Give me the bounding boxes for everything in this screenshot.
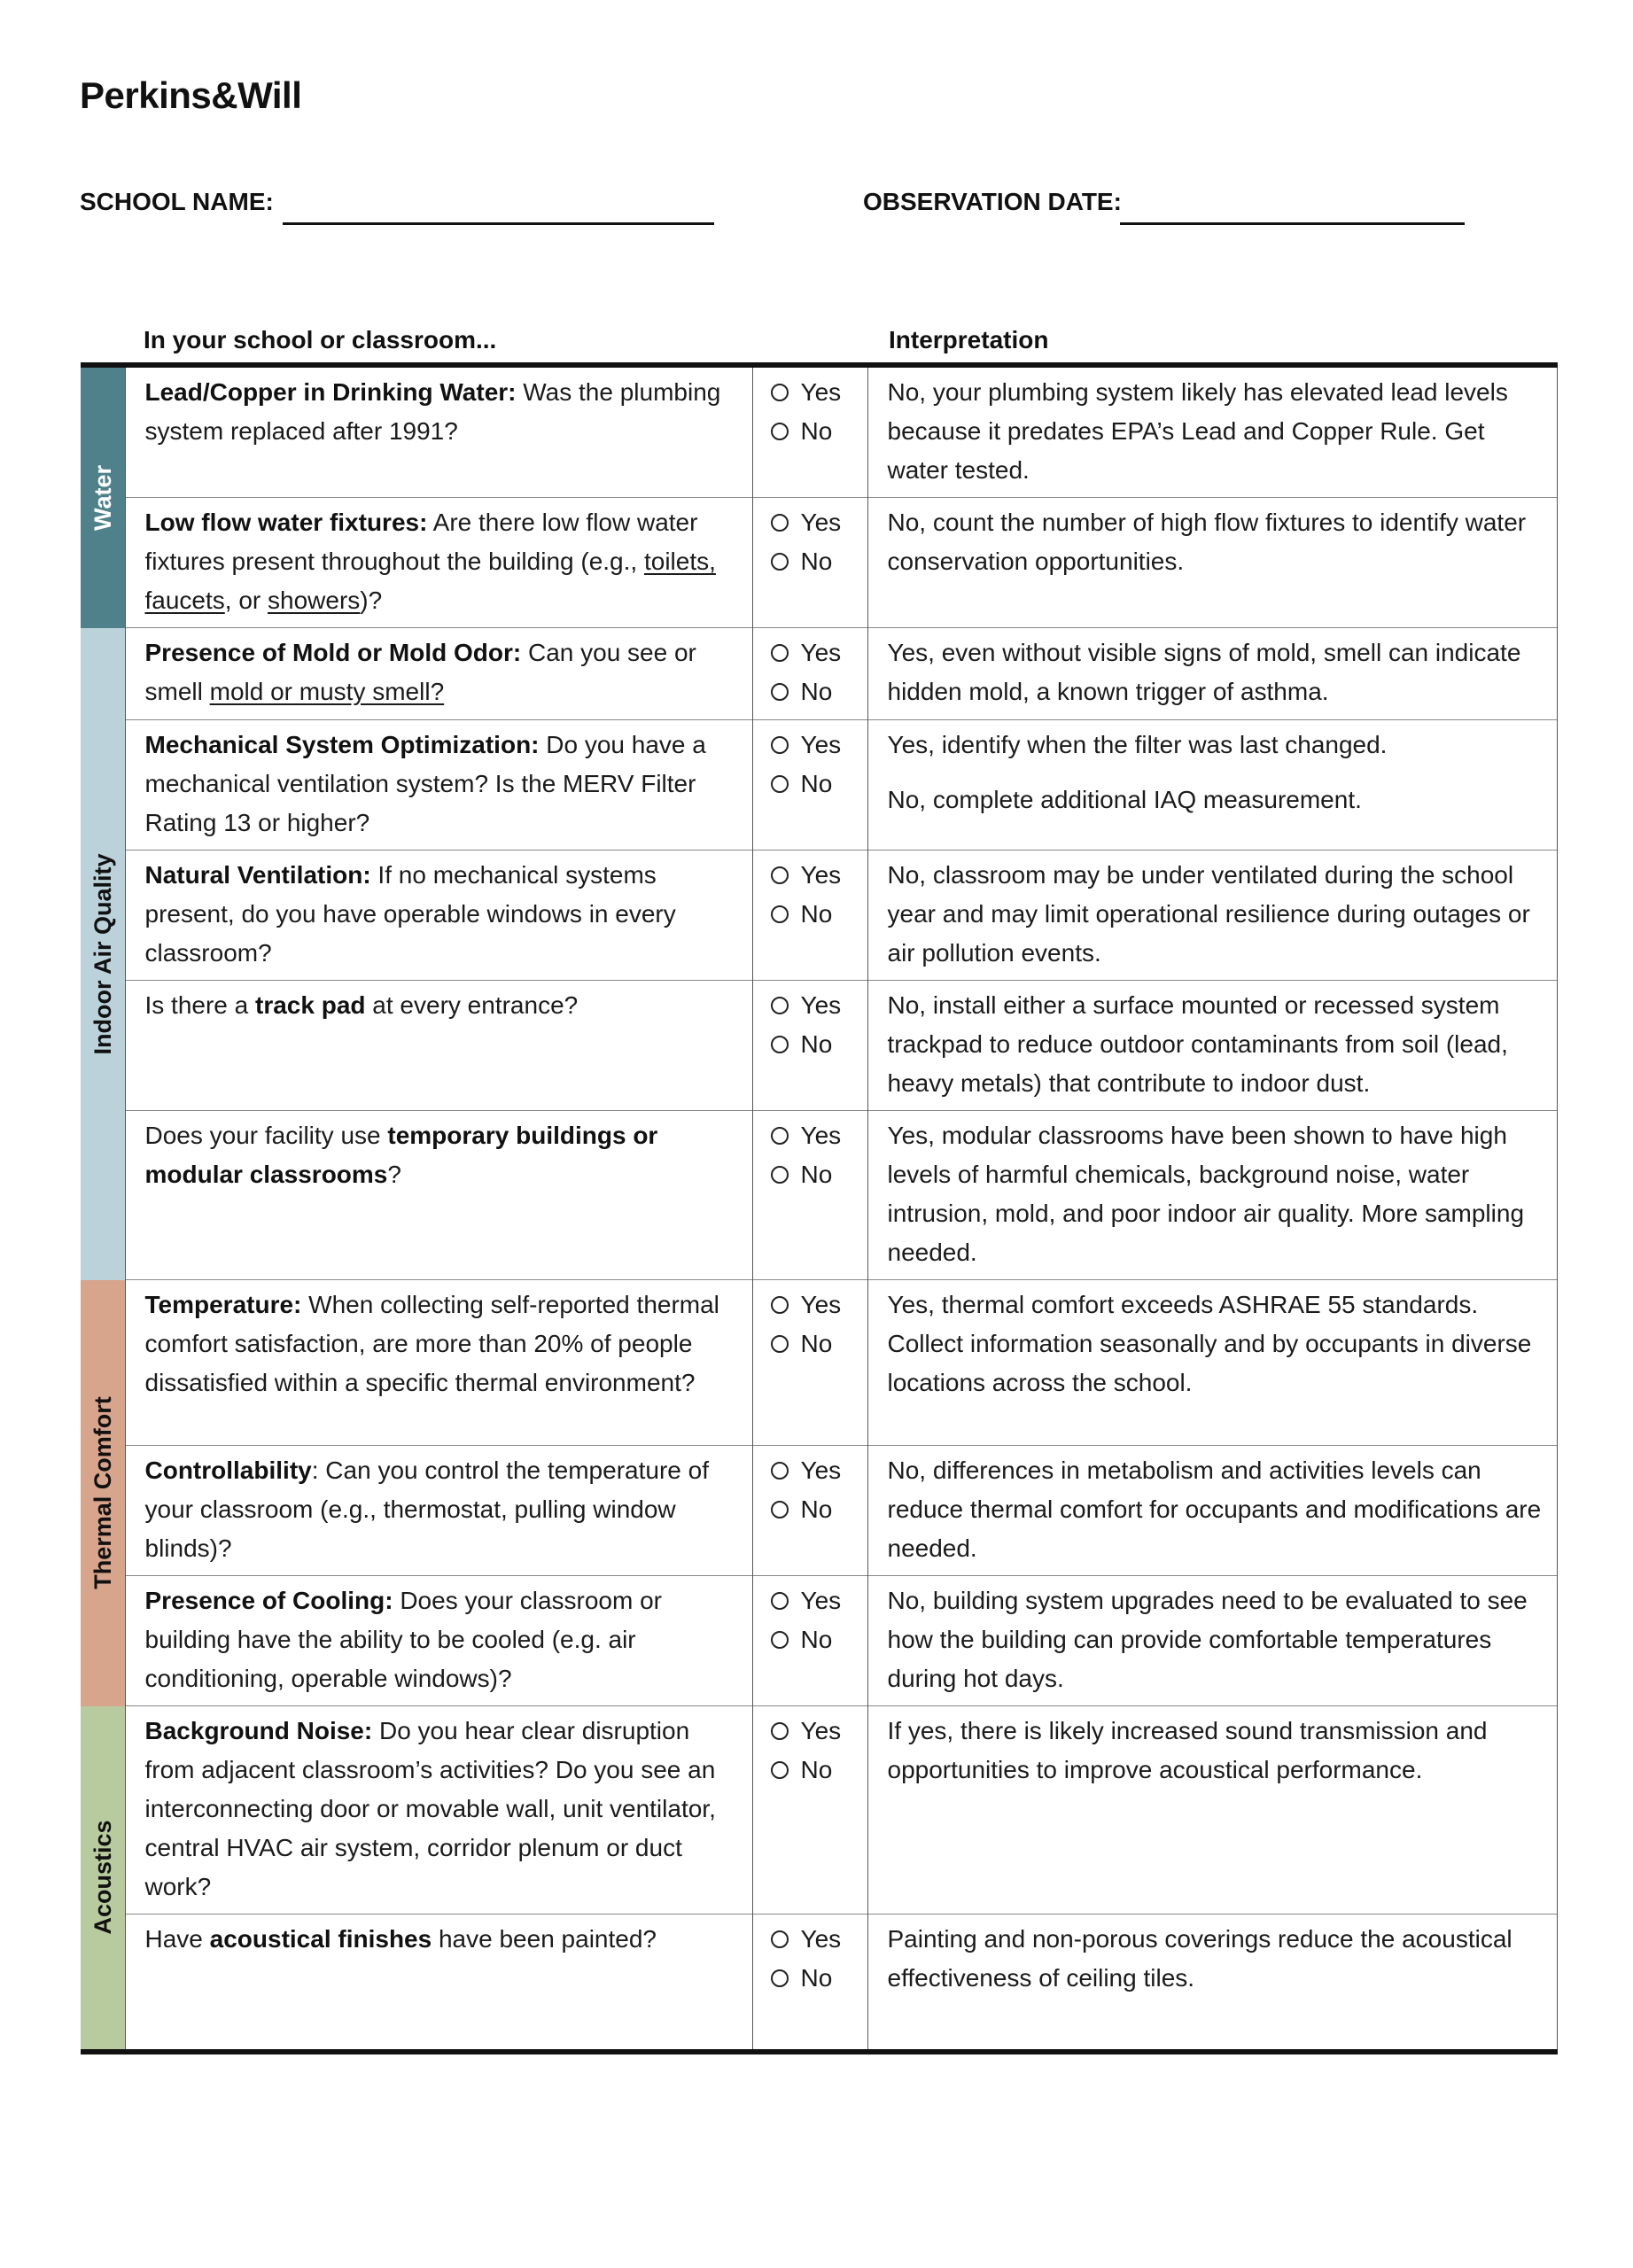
radio-circle-icon[interactable] <box>771 1761 789 1779</box>
yes-no-options <box>752 368 867 498</box>
radio-circle-icon[interactable] <box>771 1036 789 1053</box>
no-option[interactable]: No <box>771 1620 859 1659</box>
yes-no-options <box>752 628 867 720</box>
question-cell: Does your facility use temporary buildings or modular classrooms? <box>125 1111 752 1280</box>
category-label: Water <box>89 464 116 531</box>
question-cell: Is there a track pad at every entrance? <box>125 981 752 1111</box>
no-option[interactable]: No <box>771 895 859 934</box>
radio-circle-icon[interactable] <box>771 1631 789 1649</box>
category-acoustics <box>81 1706 125 2049</box>
question-cell: Mechanical System Optimization: Do you have a mechanical ventilation system? Is the MERV Filter Rating 13 or higher? <box>125 720 752 850</box>
radio-circle-icon[interactable] <box>771 683 789 701</box>
radio-circle-icon[interactable] <box>771 1462 789 1480</box>
table-row <box>81 1111 1558 1280</box>
question-cell: Background Noise: Do you hear clear disruption from adjacent classroom’s activities? Do you see an interconnecting door or movable wall, unit ventilator, central HVAC air system, corridor plenum or duct work? <box>125 1706 752 1915</box>
table-row <box>81 1915 1558 2049</box>
category-water <box>81 368 125 628</box>
yes-no-options <box>752 1706 867 1915</box>
interpretation-cell: No, classroom may be under ventilated during the school year and may limit operational resilience during outages or air pollution events. <box>867 850 1558 981</box>
table-row <box>81 368 1558 498</box>
yes-no-options <box>752 1280 867 1446</box>
question-cell: Presence of Mold or Mold Odor: Can you see or smell mold or musty smell? <box>125 628 752 720</box>
interpretation-cell: No, your plumbing system likely has elevated lead levels because it predates EPA’s Lead and Copper Rule. Get water tested. <box>867 368 1558 498</box>
yes-option[interactable]: Yes <box>771 1920 859 1959</box>
table-row <box>81 498 1558 628</box>
yes-no-options <box>752 1915 867 2049</box>
radio-circle-icon[interactable] <box>771 644 789 662</box>
question-cell: Controllability: Can you control the temperature of your classroom (e.g., thermostat, pulling window blinds)? <box>125 1446 752 1576</box>
yes-option[interactable]: Yes <box>771 1116 859 1155</box>
category-label: Indoor Air Quality <box>89 852 116 1055</box>
table-row <box>81 1576 1558 1706</box>
yes-no-options <box>752 1446 867 1576</box>
yes-option[interactable]: Yes <box>771 633 859 672</box>
no-option[interactable]: No <box>771 1490 859 1529</box>
observation-date-field[interactable] <box>1120 222 1465 225</box>
question-cell: Temperature: When collecting self-reported thermal comfort satisfaction, are more than 20% of people dissatisfied within a specific thermal environment? <box>125 1280 752 1446</box>
table-row <box>81 1280 1558 1446</box>
interpretation-cell: No, building system upgrades need to be evaluated to see how the building can provide comfortable temperatures during hot days. <box>867 1576 1558 1706</box>
interpretation-cell: Yes, modular classrooms have been shown to have high levels of harmful chemicals, background noise, water intrusion, mold, and poor indoor air quality. More sampling needed. <box>867 1111 1558 1280</box>
no-option[interactable]: No <box>771 1959 859 1998</box>
no-option[interactable]: No <box>771 765 859 804</box>
interpretation-cell: If yes, there is likely increased sound transmission and opportunities to improve acoustical performance. <box>867 1706 1558 1915</box>
no-option[interactable]: No <box>771 672 859 711</box>
question-cell: Presence of Cooling: Does your classroom or building have the ability to be cooled (e.g. air conditioning, operable windows)? <box>125 1576 752 1706</box>
no-option[interactable]: No <box>771 1751 859 1790</box>
table-row <box>81 1446 1558 1576</box>
no-option[interactable]: No <box>771 1155 859 1194</box>
yes-option[interactable]: Yes <box>771 1451 859 1490</box>
category-label: Acoustics <box>89 1820 116 1935</box>
radio-circle-icon[interactable] <box>771 1722 789 1740</box>
radio-circle-icon[interactable] <box>771 1969 789 1987</box>
radio-circle-icon[interactable] <box>771 736 789 754</box>
radio-circle-icon[interactable] <box>771 384 789 401</box>
yes-option[interactable]: Yes <box>771 373 859 412</box>
table-row <box>81 981 1558 1111</box>
yes-option[interactable]: Yes <box>771 856 859 895</box>
yes-option[interactable]: Yes <box>771 1285 859 1324</box>
interpretation-cell: No, differences in metabolism and activities levels can reduce thermal comfort for occupants and modifications are needed. <box>867 1446 1558 1576</box>
radio-circle-icon[interactable] <box>771 514 789 532</box>
category-indoor-air-quality <box>81 628 125 1280</box>
table-row <box>81 628 1558 720</box>
school-name-label: SCHOOL NAME: <box>80 188 274 215</box>
question-cell: Natural Ventilation: If no mechanical systems present, do you have operable windows in every classroom? <box>125 850 752 981</box>
table-row <box>81 1706 1558 1915</box>
yes-no-options <box>752 1111 867 1280</box>
radio-circle-icon[interactable] <box>771 1166 789 1184</box>
yes-option[interactable]: Yes <box>771 503 859 542</box>
category-thermal-comfort <box>81 1280 125 1706</box>
interpretation-cell: Painting and non-porous coverings reduce the acoustical effectiveness of ceiling tiles. <box>867 1915 1558 2049</box>
question-cell: Lead/Copper in Drinking Water: Was the plumbing system replaced after 1991? <box>125 368 752 498</box>
radio-circle-icon[interactable] <box>771 1296 789 1314</box>
radio-circle-icon[interactable] <box>771 997 789 1014</box>
yes-option[interactable]: Yes <box>771 1712 859 1751</box>
radio-circle-icon[interactable] <box>771 905 789 923</box>
radio-circle-icon[interactable] <box>771 423 789 440</box>
radio-circle-icon[interactable] <box>771 1592 789 1610</box>
radio-circle-icon[interactable] <box>771 553 789 571</box>
interpretation-cell: Yes, even without visible signs of mold, smell can indicate hidden mold, a known trigger of asthma. <box>867 628 1558 720</box>
radio-circle-icon[interactable] <box>771 1501 789 1518</box>
radio-circle-icon[interactable] <box>771 1930 789 1948</box>
observation-date-label: OBSERVATION DATE: <box>863 188 1122 215</box>
interpretation-column-header: Interpretation <box>889 326 1049 353</box>
radio-circle-icon[interactable] <box>771 866 789 884</box>
school-name-field[interactable] <box>283 222 714 225</box>
no-option[interactable]: No <box>771 542 859 581</box>
yes-option[interactable]: Yes <box>771 1581 859 1620</box>
question-column-header: In your school or classroom... <box>144 326 497 353</box>
no-option[interactable]: No <box>771 1324 859 1363</box>
interpretation-cell: Yes, thermal comfort exceeds ASHRAE 55 standards. Collect information seasonally and by occupants in diverse locations across the school. <box>867 1280 1558 1446</box>
interpretation-cell: No, install either a surface mounted or recessed system trackpad to reduce outdoor contaminants from soil (lead, heavy metals) that contribute to indoor dust. <box>867 981 1558 1111</box>
table-row <box>81 720 1558 850</box>
question-cell: Have acoustical finishes have been painted? <box>125 1915 752 2049</box>
yes-no-options <box>752 720 867 850</box>
yes-no-options <box>752 850 867 981</box>
company-logo: Perkins&Will <box>80 74 302 116</box>
interpretation-cell: Yes, identify when the filter was last changed. No, complete additional IAQ measurement. <box>867 720 1558 850</box>
yes-no-options <box>752 1576 867 1706</box>
table-row <box>81 850 1558 981</box>
yes-option[interactable]: Yes <box>771 986 859 1025</box>
yes-option[interactable]: Yes <box>771 726 859 765</box>
checklist-table <box>81 362 1558 2054</box>
question-cell: Low flow water fixtures: Are there low flow water fixtures present throughout the building (e.g., toilets, faucets, or showers)? <box>125 498 752 628</box>
yes-no-options <box>752 981 867 1111</box>
radio-circle-icon[interactable] <box>771 1335 789 1353</box>
no-option[interactable]: No <box>771 1025 859 1064</box>
no-option[interactable]: No <box>771 412 859 451</box>
radio-circle-icon[interactable] <box>771 1127 789 1145</box>
radio-circle-icon[interactable] <box>771 775 789 793</box>
interpretation-cell: No, count the number of high flow fixtures to identify water conservation opportunities. <box>867 498 1558 628</box>
yes-no-options <box>752 498 867 628</box>
category-label: Thermal Comfort <box>89 1396 116 1589</box>
